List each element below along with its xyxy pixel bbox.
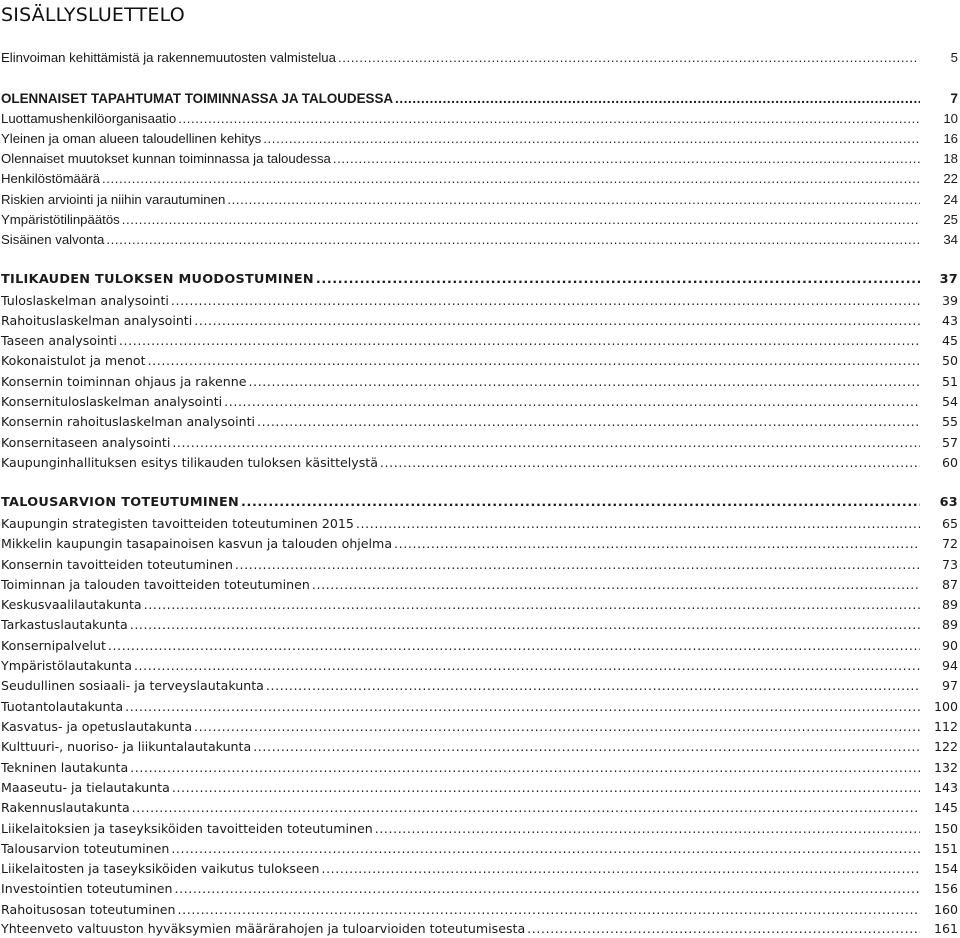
dot-leader <box>263 130 920 148</box>
toc-entry-page: 57 <box>941 435 958 450</box>
toc-entry[interactable] <box>0 189 960 209</box>
dot-leader <box>172 779 920 797</box>
toc-entry-label: Konsernituloslaskelman analysointi <box>1 394 223 409</box>
toc-entry[interactable] <box>0 391 960 411</box>
toc-entry[interactable] <box>0 533 960 553</box>
dot-leader <box>338 49 918 67</box>
toc-entry[interactable] <box>0 411 960 431</box>
toc-entry-page: 45 <box>941 333 958 348</box>
dot-leader <box>194 718 920 736</box>
toc-entry[interactable] <box>0 838 960 858</box>
toc-entry-page: 50 <box>941 353 958 368</box>
dot-leader <box>356 515 920 533</box>
toc-entry-label: Tuloslaskelman analysointi <box>1 293 169 308</box>
dot-leader <box>174 880 920 898</box>
toc-entry[interactable] <box>0 128 960 148</box>
toc-section-heading[interactable] <box>0 269 960 289</box>
toc-entry-label: Toiminnan ja talouden tavoitteiden toteutuminen <box>1 577 310 592</box>
dot-leader <box>249 373 921 391</box>
toc-entry[interactable] <box>0 554 960 574</box>
toc-entry-page: 156 <box>933 881 958 896</box>
dot-leader <box>375 820 920 838</box>
toc-entry-label: Keskusvaalilautakunta <box>1 597 142 612</box>
dot-leader <box>148 352 920 370</box>
toc-entry-page: 10 <box>943 111 958 126</box>
dot-leader <box>144 596 920 614</box>
toc-entry-page: 143 <box>933 780 958 795</box>
toc-entry-label: Liikelaitosten ja taseyksiköiden vaikutus tulokseen <box>1 861 320 876</box>
toc-entry-label: Investointien toteutuminen <box>1 881 173 896</box>
toc-heading-label: TALOUSARVION TOTEUTUMINEN <box>1 495 240 510</box>
toc-entry-label: Taseen analysointi <box>1 333 117 348</box>
toc-heading-page: 63 <box>939 495 958 510</box>
toc-entry-label: Mikkelin kaupungin tasapainoisen kasvun ja talouden ohjelma <box>1 536 393 551</box>
toc-entry[interactable] <box>0 148 960 168</box>
dot-leader <box>134 657 920 675</box>
toc-entry-page: 87 <box>941 577 958 592</box>
toc-entry[interactable] <box>0 797 960 817</box>
toc-heading-label: TILIKAUDEN TULOKSEN MUODOSTUMINEN <box>1 272 314 287</box>
toc-entry[interactable] <box>0 614 960 634</box>
toc-entry[interactable] <box>0 918 960 938</box>
toc-entry-page: 122 <box>933 739 958 754</box>
toc-entry-label: Kaupunginhallituksen esitys tilikauden tuloksen käsittelystä <box>1 455 378 470</box>
dot-leader <box>106 231 920 249</box>
dot-leader <box>122 211 920 229</box>
dot-leader <box>125 698 920 716</box>
toc-entry-label: Riskien arviointi ja niihin varautuminen <box>1 192 226 207</box>
toc-entry-page: 145 <box>933 800 958 815</box>
toc-entry[interactable] <box>0 310 960 330</box>
dot-leader <box>132 799 920 817</box>
toc-entry-page: 97 <box>941 678 958 693</box>
toc-entry-label: Maaseutu- ja tielautakunta <box>1 780 170 795</box>
dot-leader <box>119 332 920 350</box>
toc-entry-page: 73 <box>941 557 958 572</box>
toc-entry[interactable] <box>0 899 960 919</box>
toc-heading-page: 7 <box>950 91 958 106</box>
toc-entry[interactable] <box>0 635 960 655</box>
toc-entry-page: 5 <box>950 50 958 65</box>
toc-entry-label: Elinvoiman kehittämistä ja rakennemuutosten valmistelua <box>1 50 336 65</box>
toc-entry-page: 16 <box>943 131 958 146</box>
toc-entry-page: 24 <box>943 192 958 207</box>
toc-entry-label: Konsernin rahoituslaskelman analysointi <box>1 414 256 429</box>
toc-entry[interactable] <box>0 47 960 67</box>
toc-entry-page: 100 <box>933 699 958 714</box>
toc-entry-label: Ympäristölautakunta <box>1 658 132 673</box>
toc-entry-page: 161 <box>933 921 958 936</box>
toc-section-heading[interactable] <box>0 88 960 108</box>
dot-leader <box>171 840 920 858</box>
toc-entry[interactable] <box>0 675 960 695</box>
toc-entry[interactable] <box>0 513 960 533</box>
dot-leader <box>235 556 920 574</box>
dot-leader <box>172 434 920 452</box>
dot-leader <box>194 312 920 330</box>
toc-entry[interactable] <box>0 655 960 675</box>
dot-leader <box>380 454 920 472</box>
toc-entry-page: 60 <box>941 455 958 470</box>
toc-entry-label: Rahoituslaskelman analysointi <box>1 313 193 328</box>
toc-entry[interactable] <box>0 209 960 229</box>
toc-entry-page: 22 <box>943 171 958 186</box>
toc-entry[interactable] <box>0 452 960 472</box>
toc-entry-page: 25 <box>943 212 958 227</box>
dot-leader <box>527 920 920 938</box>
toc-entry-label: Tuotantolautakunta <box>1 699 124 714</box>
dot-leader <box>224 393 920 411</box>
toc-entry-label: Kaupungin strategisten tavoitteiden toteutuminen 2015 <box>1 516 354 531</box>
toc-entry[interactable] <box>0 818 960 838</box>
toc-entry-label: Seudullinen sosiaali- ja terveyslautakunta <box>1 678 264 693</box>
toc-entry-label: Konsernipalvelut <box>1 638 106 653</box>
toc-entry[interactable] <box>0 878 960 898</box>
toc-entry-page: 132 <box>933 760 958 775</box>
toc-entry[interactable] <box>0 350 960 370</box>
dot-leader <box>333 150 920 168</box>
toc-entry-page: 39 <box>941 293 958 308</box>
dot-leader <box>241 494 920 512</box>
toc-entry-label: Liikelaitoksien ja taseyksiköiden tavoitteiden toteutuminen <box>1 821 373 836</box>
dot-leader <box>253 738 920 756</box>
toc-entry[interactable] <box>0 290 960 310</box>
dot-leader <box>257 413 920 431</box>
dot-leader <box>171 292 920 310</box>
toc-entry[interactable] <box>0 594 960 614</box>
toc-entry-page: 160 <box>933 902 958 917</box>
toc-heading-label: OLENNAISET TAPAHTUMAT TOIMINNASSA JA TALOUDESSA <box>1 91 394 106</box>
toc-entry[interactable] <box>0 716 960 736</box>
toc-entry-label: Talousarvion toteutuminen <box>1 841 170 856</box>
toc-entry-label: Kulttuuri-, nuoriso- ja liikuntalautakunta <box>1 739 252 754</box>
toc-entry-label: Rahoitusosan toteutuminen <box>1 902 176 917</box>
toc-entry[interactable] <box>0 432 960 452</box>
toc-entry[interactable] <box>0 736 960 756</box>
dot-leader <box>102 170 920 188</box>
toc-entry[interactable] <box>0 696 960 716</box>
dot-leader <box>108 637 920 655</box>
toc-entry-label: Konsernin toiminnan ohjaus ja rakenne <box>1 374 247 389</box>
toc-entry-page: 72 <box>941 536 958 551</box>
toc-entry[interactable] <box>0 757 960 777</box>
toc-entry-page: 94 <box>941 658 958 673</box>
page-title: SISÄLLYSLUETTELO <box>1 4 185 26</box>
dot-leader <box>321 860 920 878</box>
toc-entry[interactable] <box>0 168 960 188</box>
toc-entry-page: 90 <box>941 638 958 653</box>
toc-entry-label: Yhteenveto valtuuston hyväksymien määrärahojen ja tuloarvioiden toteutumisesta <box>1 921 526 936</box>
toc-entry-label: Kokonaistulot ja menot <box>1 353 146 368</box>
dot-leader <box>395 90 920 108</box>
toc-entry-label: Ympäristötilinpäätös <box>1 212 120 227</box>
dot-leader <box>312 576 920 594</box>
toc-entry[interactable] <box>0 229 960 249</box>
toc-section-heading[interactable] <box>0 492 960 512</box>
toc-entry-label: Olennaiset muutokset kunnan toiminnassa ja taloudessa <box>1 151 331 166</box>
dot-leader <box>178 901 920 919</box>
dot-leader <box>316 271 920 289</box>
toc-entry-label: Rakennuslautakunta <box>1 800 130 815</box>
toc-entry-label: Kasvatus- ja opetuslautakunta <box>1 719 193 734</box>
toc-entry-page: 89 <box>941 597 958 612</box>
toc-entry[interactable] <box>0 574 960 594</box>
toc-entry-label: Tarkastuslautakunta <box>1 617 128 632</box>
toc-entry-page: 34 <box>943 232 958 247</box>
toc-entry-label: Konsernitaseen analysointi <box>1 435 171 450</box>
toc-entry-label: Tekninen lautakunta <box>1 760 129 775</box>
toc-entry-page: 55 <box>941 414 958 429</box>
toc-entry-label: Henkilöstömäärä <box>1 171 100 186</box>
toc-entry[interactable] <box>0 777 960 797</box>
dot-leader <box>130 616 920 634</box>
dot-leader <box>227 191 920 209</box>
toc-entry-page: 154 <box>933 861 958 876</box>
dot-leader <box>394 535 920 553</box>
toc-entry-page: 112 <box>933 719 958 734</box>
toc-entry[interactable] <box>0 371 960 391</box>
toc-heading-page: 37 <box>939 272 958 287</box>
toc-entry[interactable] <box>0 858 960 878</box>
toc-entry[interactable] <box>0 330 960 350</box>
toc-entry-label: Konsernin tavoitteiden toteutuminen <box>1 557 233 572</box>
toc-entry[interactable] <box>0 108 960 128</box>
toc-entry-page: 65 <box>941 516 958 531</box>
toc-entry-page: 151 <box>933 841 958 856</box>
toc-entry-page: 18 <box>943 151 958 166</box>
toc-entry-page: 150 <box>933 821 958 836</box>
toc-entry-page: 54 <box>941 394 958 409</box>
toc-entry-label: Luottamushenkilöorganisaatio <box>1 111 177 126</box>
toc-entry-page: 43 <box>941 313 958 328</box>
toc-entry-page: 51 <box>941 374 958 389</box>
dot-leader <box>130 759 920 777</box>
toc-entry-page: 89 <box>941 617 958 632</box>
toc-entry-label: Yleinen ja oman alueen taloudellinen kehitys <box>1 131 262 146</box>
dot-leader <box>178 110 920 128</box>
dot-leader <box>266 677 920 695</box>
toc-entry-label: Sisäinen valvonta <box>1 232 105 247</box>
